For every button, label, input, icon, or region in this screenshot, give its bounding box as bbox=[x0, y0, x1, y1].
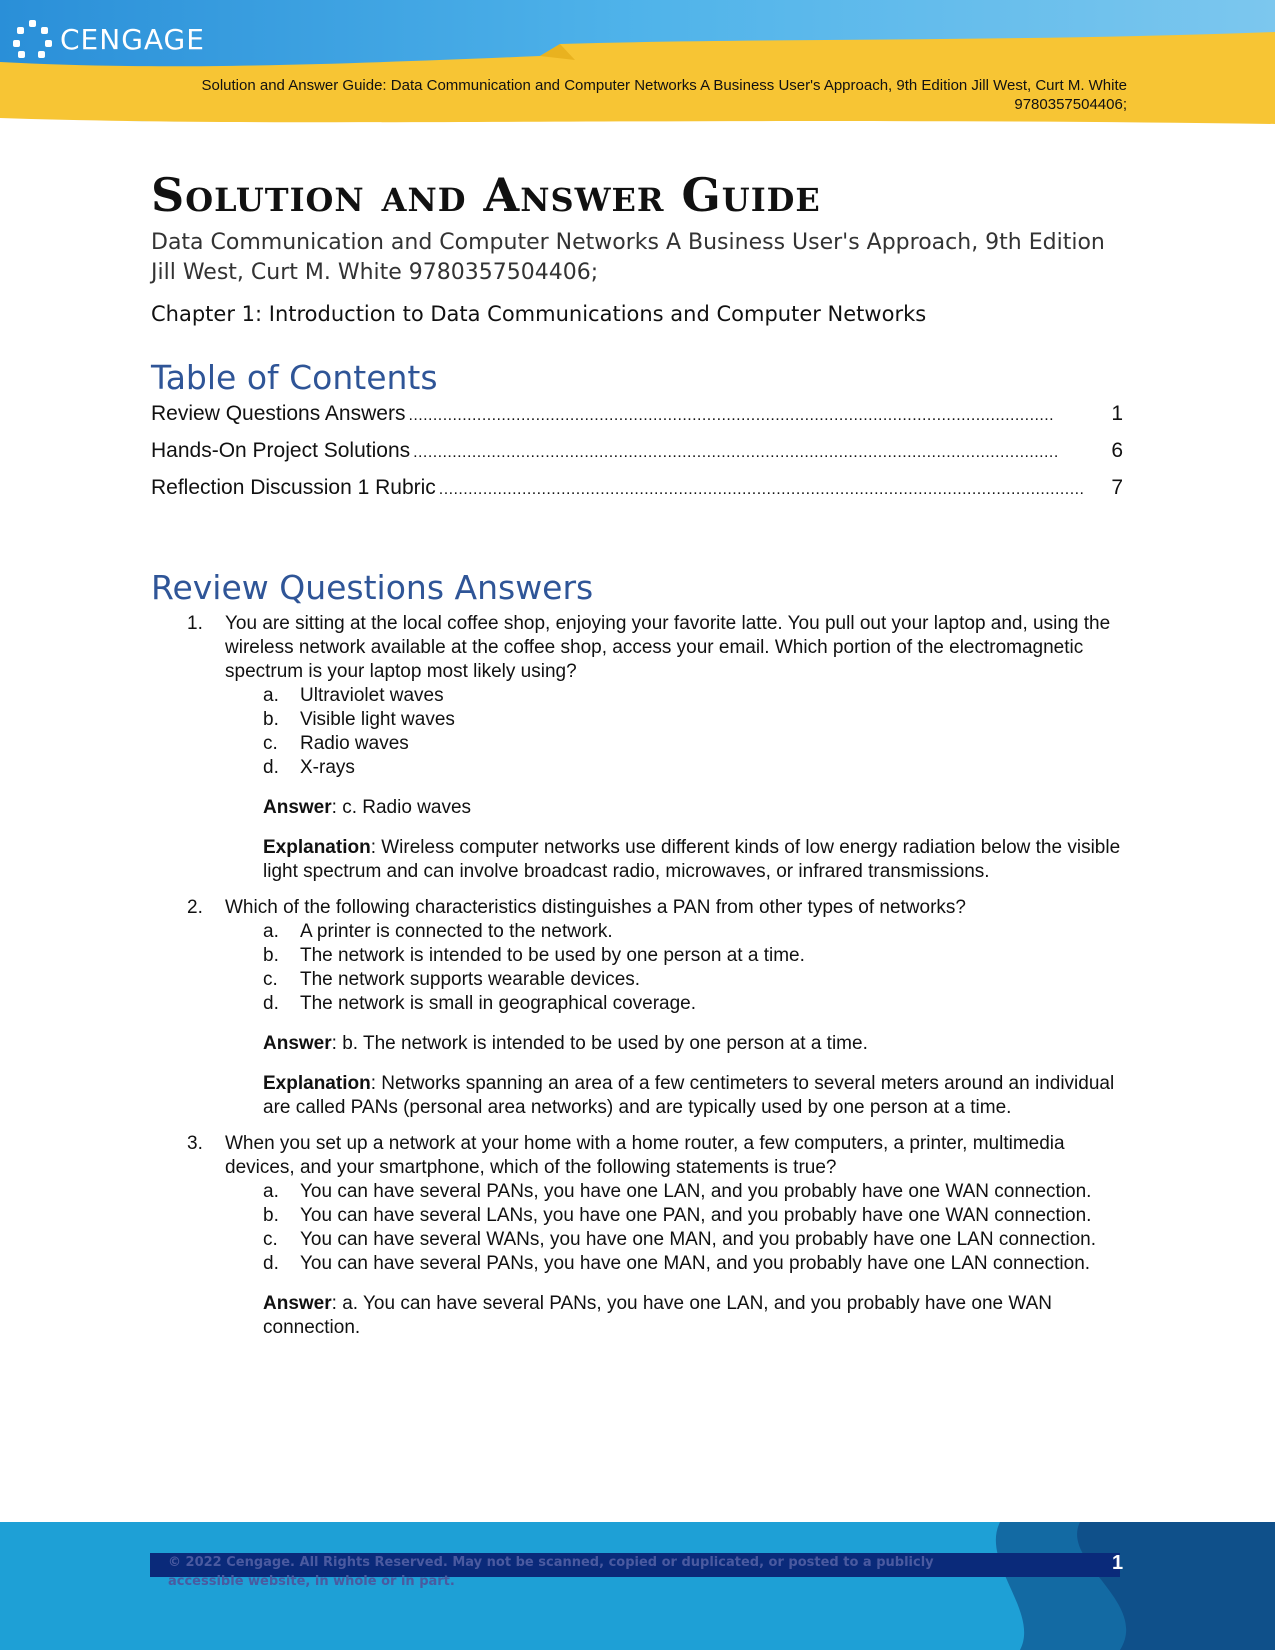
question-2 bbox=[151, 896, 1131, 1120]
document-title: Solution and Answer Guide bbox=[151, 168, 821, 222]
option-letter: a. bbox=[263, 921, 279, 942]
answer bbox=[225, 1292, 1131, 1340]
answer-label: Answer bbox=[263, 1293, 332, 1314]
answer bbox=[225, 1032, 1131, 1056]
option-text: The network supports wearable devices. bbox=[300, 969, 641, 990]
option-letter: b. bbox=[263, 1205, 279, 1226]
running-header: Solution and Answer Guide: Data Communication and Computer Networks A Business User's Approach, 9th Edition Jill West, Curt M. White 9780357504406; bbox=[201, 77, 1127, 113]
option bbox=[225, 756, 1131, 780]
option-text: You can have several PANs, you have one MAN, and you probably have one LAN connection. bbox=[300, 1253, 1091, 1274]
option-letter: d. bbox=[263, 757, 279, 778]
option bbox=[225, 1252, 1131, 1276]
answer-label: Answer bbox=[263, 1033, 332, 1054]
table-of-contents bbox=[151, 402, 1123, 513]
footer-copyright: © 2022 Cengage. All Rights Reserved. May not be scanned, copied or duplicated, or posted to a publicly accessible website, in whole or in part. bbox=[168, 1555, 934, 1589]
option-letter: d. bbox=[263, 1253, 279, 1274]
review-questions-list bbox=[151, 612, 1131, 1352]
option bbox=[225, 1204, 1131, 1228]
cengage-logo-text: CENGAGE bbox=[60, 22, 205, 56]
option-text: X-rays bbox=[300, 757, 355, 778]
option-text: Radio waves bbox=[300, 733, 409, 754]
answer-text: : b. The network is intended to be used by one person at a time. bbox=[331, 1033, 868, 1054]
option-text: You can have several LANs, you have one PAN, and you probably have one WAN connection. bbox=[300, 1205, 1092, 1226]
option bbox=[225, 732, 1131, 756]
toc-leader-dots bbox=[408, 402, 1108, 426]
question-number: 1. bbox=[187, 613, 203, 634]
toc-entry-reflection-rubric[interactable] bbox=[151, 476, 1123, 513]
option-text: A printer is connected to the network. bbox=[300, 921, 613, 942]
review-questions-heading: Review Questions Answers bbox=[151, 568, 594, 607]
question-3 bbox=[151, 1132, 1131, 1340]
answer bbox=[225, 796, 1131, 820]
option bbox=[225, 992, 1131, 1016]
toc-entry-label: Hands-On Project Solutions bbox=[151, 439, 411, 462]
option-letter: c. bbox=[263, 1229, 278, 1250]
question-text: You are sitting at the local coffee shop, enjoying your favorite latte. You pull out your laptop and, using the wireless network available at the coffee shop, access your email. Which portion of the electromagnetic spectrum is your laptop most likely using? bbox=[225, 613, 1111, 682]
option-text: You can have several PANs, you have one LAN, and you probably have one WAN connection. bbox=[300, 1181, 1092, 1202]
toc-leader-dots bbox=[413, 439, 1108, 463]
cengage-logo-icon bbox=[12, 18, 54, 60]
option-letter: b. bbox=[263, 709, 279, 730]
option bbox=[225, 1228, 1131, 1252]
option-letter: d. bbox=[263, 993, 279, 1014]
option-text: You can have several WANs, you have one MAN, and you probably have one LAN connection. bbox=[300, 1229, 1097, 1250]
answer-text: : c. Radio waves bbox=[331, 797, 472, 818]
options-list bbox=[225, 1180, 1131, 1276]
options-list bbox=[225, 684, 1131, 780]
toc-entry-review-questions[interactable] bbox=[151, 402, 1123, 439]
options-list bbox=[225, 920, 1131, 1016]
cengage-logo bbox=[12, 18, 205, 60]
explanation-label: Explanation bbox=[263, 837, 371, 858]
header-banner bbox=[0, 0, 1275, 130]
footer-banner bbox=[0, 1522, 1275, 1650]
toc-entry-label: Review Questions Answers bbox=[151, 402, 406, 425]
option-text: Ultraviolet waves bbox=[300, 685, 444, 706]
toc-heading: Table of Contents bbox=[151, 358, 438, 397]
toc-entry-label: Reflection Discussion 1 Rubric bbox=[151, 476, 436, 499]
option-text: The network is intended to be used by one person at a time. bbox=[300, 945, 805, 966]
option bbox=[225, 968, 1131, 992]
toc-entry-page: 6 bbox=[1111, 439, 1123, 462]
toc-entry-page: 1 bbox=[1111, 402, 1123, 425]
toc-leader-dots bbox=[439, 476, 1109, 500]
option-letter: c. bbox=[263, 733, 278, 754]
toc-entry-hands-on-projects[interactable] bbox=[151, 439, 1123, 476]
toc-entry-page: 7 bbox=[1111, 476, 1123, 499]
explanation bbox=[225, 1072, 1131, 1120]
explanation-text: : Wireless computer networks use different kinds of low energy radiation below the visible light spectrum and can involve broadcast radio, microwaves, or infrared transmissions. bbox=[263, 837, 1121, 882]
explanation-label: Explanation bbox=[263, 1073, 371, 1094]
option-text: The network is small in geographical coverage. bbox=[300, 993, 697, 1014]
page-number: 1 bbox=[1112, 1552, 1124, 1574]
question-number: 2. bbox=[187, 897, 203, 918]
explanation-text: : Networks spanning an area of a few centimeters to several meters around an individual are called PANs (personal area networks) and are typically used by one person at a time. bbox=[263, 1073, 1115, 1118]
answer-label: Answer bbox=[263, 797, 332, 818]
question-1 bbox=[151, 612, 1131, 884]
chapter-title: Chapter 1: Introduction to Data Communications and Computer Networks bbox=[151, 302, 927, 326]
option bbox=[225, 684, 1131, 708]
option-letter: b. bbox=[263, 945, 279, 966]
option-letter: a. bbox=[263, 1181, 279, 1202]
question-text: Which of the following characteristics distinguishes a PAN from other types of networks? bbox=[225, 897, 966, 918]
document-subtitle: Data Communication and Computer Networks A Business User's Approach, 9th Edition Jill West, Curt M. White 9780357504406; bbox=[151, 230, 1105, 285]
question-text: When you set up a network at your home with a home router, a few computers, a printer, multimedia devices, and your smartphone, which of the following statements is true? bbox=[225, 1133, 1065, 1178]
option bbox=[225, 920, 1131, 944]
option bbox=[225, 944, 1131, 968]
option bbox=[225, 708, 1131, 732]
option-letter: a. bbox=[263, 685, 279, 706]
answer-text: : a. You can have several PANs, you have one LAN, and you probably have one WAN connection. bbox=[263, 1293, 1052, 1338]
question-number: 3. bbox=[187, 1133, 203, 1154]
explanation bbox=[225, 836, 1131, 884]
option-text: Visible light waves bbox=[300, 709, 455, 730]
option-letter: c. bbox=[263, 969, 278, 990]
option bbox=[225, 1180, 1131, 1204]
